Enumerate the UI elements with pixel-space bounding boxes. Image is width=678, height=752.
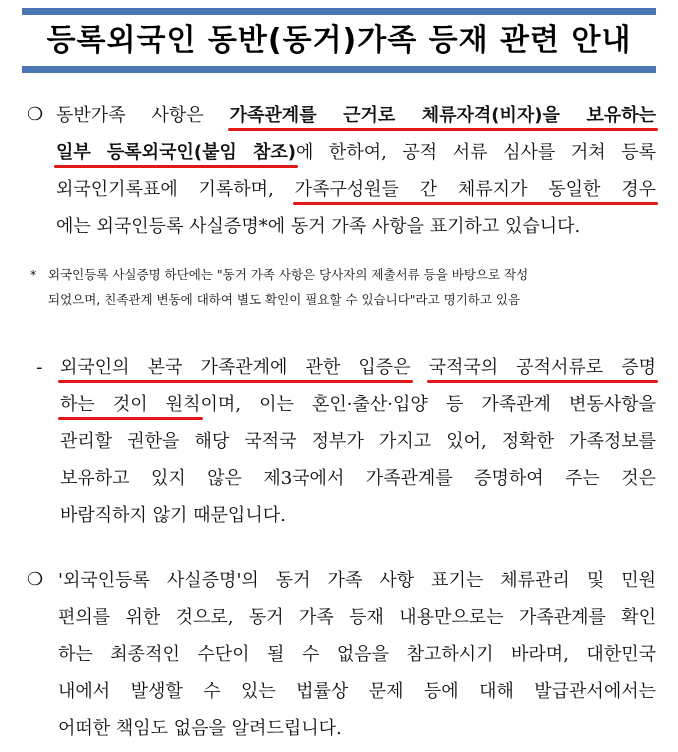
footnote-star: * <box>30 267 37 282</box>
circle-bullet-icon: ❍ <box>27 569 44 590</box>
section-1-line-2-text: 에 한하여, 공적 서류 심사를 거쳐 등록 <box>295 142 656 163</box>
section-2-underline-proof-of-family: 외국인의 본국 가족관계에 관한 입증은 <box>60 357 411 378</box>
section-1-emphasis-registered-foreigners: 일부 등록외국인(붙임 참조) <box>56 142 296 163</box>
section-2-line-5: 바람직하지 않기 때문입니다. <box>60 505 286 526</box>
title-bottom-rule <box>22 66 656 73</box>
section-2-underline-official-documents: 국적국의 공적서류로 증명 <box>428 357 656 378</box>
section-2-line-1 <box>60 349 656 386</box>
section-1-underline-same-residence: 가족구성원들 간 체류지가 동일한 경우 <box>294 179 656 200</box>
section-2-line-3: 관리할 권한을 해당 국적국 정부가 가지고 있어, 정확한 가족정보를 <box>60 431 656 452</box>
title-banner <box>22 8 656 76</box>
section-2-paragraph <box>60 349 656 534</box>
section-3-line-2: 편의를 위한 것으로, 동거 가족 등재 내용만으로는 가족관계를 확인 <box>58 607 656 628</box>
section-2-line-4: 보유하고 있지 않은 제3국에서 가족관계를 증명하여 주는 것은 <box>60 468 656 489</box>
title-top-rule <box>22 8 656 15</box>
dash-bullet: - <box>36 357 43 378</box>
footnote <box>30 262 648 312</box>
section-1-paragraph <box>56 97 656 245</box>
section-3-line-4: 내에서 발생할 수 있는 법률상 문제 등에 대해 발급관서에서는 <box>58 681 656 702</box>
footnote-line-1: 외국인등록 사실증명 하단에는 "동거 가족 사항은 당사자의 제출서류 등을 바탕으로 작성 <box>48 267 529 282</box>
circle-bullet-icon: ❍ <box>27 104 44 125</box>
section-3-line-3: 하는 최종적인 수단이 될 수 없음을 참고하시기 바라며, 대한민국 <box>58 644 656 665</box>
section-2-line-2 <box>60 386 656 423</box>
section-1-line-3 <box>56 171 656 208</box>
page-title: 등록외국인 동반(동거)가족 등재 관련 안내 <box>46 23 632 58</box>
footnote-line-2: 되었으며, 친족관계 변동에 대하여 별도 확인이 필요할 수 있습니다"라고 명기하고 있음 <box>48 292 521 307</box>
section-2-underline-principle: 하는 것이 원칙 <box>60 394 201 415</box>
section-2-line-2-text: 이며, 이는 혼인·출산·입양 등 가족관계 변동사항을 <box>200 394 656 415</box>
section-3-line-5: 어떠한 책임도 없음을 알려드립니다. <box>58 718 342 739</box>
section-1-line-3-text: 외국인기록표에 기록하며, <box>56 179 295 200</box>
section-1-line-1 <box>56 97 656 134</box>
section-1-line-4: 에는 외국인등록 사실증명*에 동거 가족 사항을 표기하고 있습니다. <box>56 216 581 237</box>
section-2-line-1-gap <box>411 357 429 378</box>
section-1-emphasis-family-basis: 가족관계를 근거로 체류자격(비자)을 보유하는 <box>229 105 656 126</box>
section-1-line-2 <box>56 134 656 171</box>
section-3-line-1: '외국인등록 사실증명'의 동거 가족 사항 표기는 체류관리 및 민원 <box>58 570 656 591</box>
section-1-line-1-text: 동반가족 사항은 <box>56 105 230 126</box>
section-3-paragraph <box>58 562 656 747</box>
